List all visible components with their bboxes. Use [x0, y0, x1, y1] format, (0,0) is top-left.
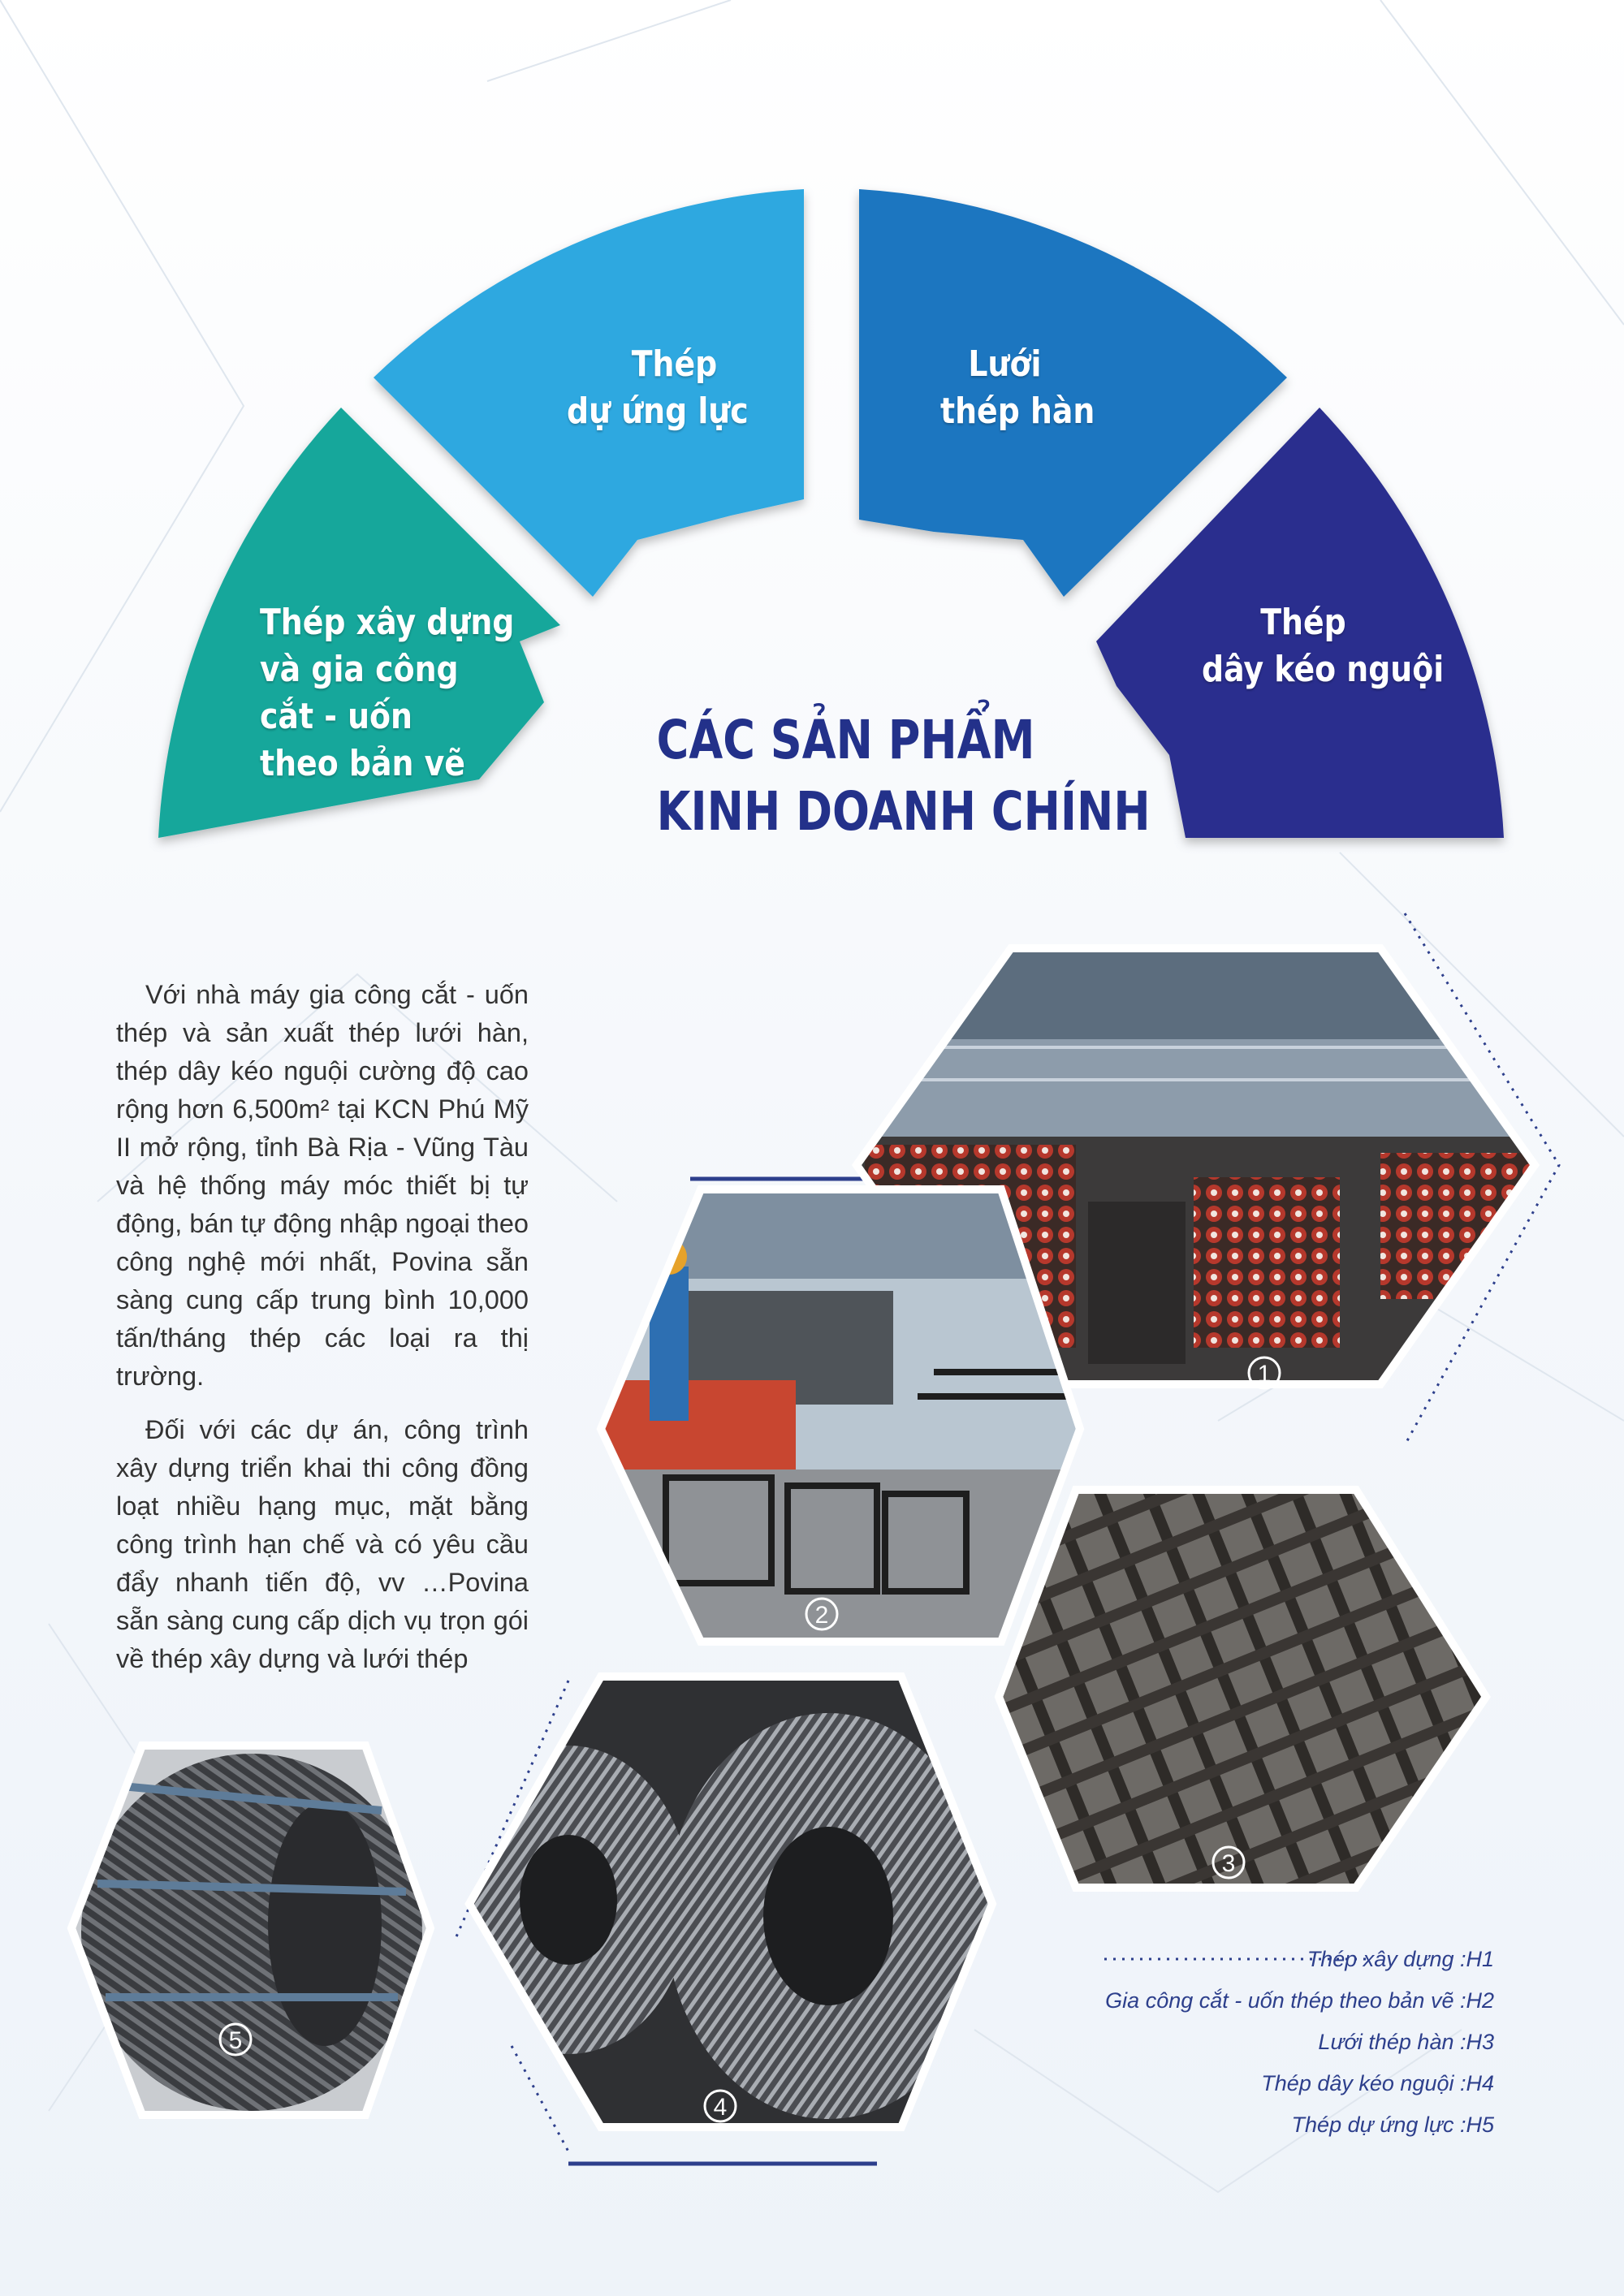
segment-line: theo bản vẽ: [260, 743, 465, 784]
badge-text: 4: [713, 2094, 728, 2121]
caption-h3: Lưới thép hàn :H3: [1318, 2030, 1494, 2054]
segment-line: Thép xây dựng: [260, 602, 515, 643]
photo-2-bending-machine: [585, 1181, 1096, 1652]
caption-h4: Thép dây kéo nguội :H4: [1261, 2071, 1494, 2095]
caption-h2: Gia công cắt - uốn thép theo bản vẽ :H2: [1105, 1988, 1494, 2013]
title-line-1: CÁC SẢN PHẨM: [656, 709, 1035, 771]
photo-3-welded-mesh: [991, 1482, 1494, 1896]
segment-line: Lưới: [968, 343, 1042, 385]
badge-text: 5: [228, 2027, 243, 2054]
badge-text: 2: [814, 1602, 829, 1629]
photo-5-strand-coil: [65, 1737, 438, 2123]
segment-label-construction-steel: [260, 599, 514, 788]
segment-line: dây kéo nguội: [1202, 649, 1445, 690]
badge-text: 1: [1257, 1361, 1272, 1388]
title-line-2: KINH DOANH CHÍNH: [656, 780, 1151, 843]
caption-h5: Thép dự ứng lực :H5: [1291, 2113, 1494, 2137]
segment-line: dự ứng lực: [567, 391, 749, 432]
paragraph-2: Đối với các dự án, công trình xây dựng triển khai thi công đồng loạt nhiều hạng mục, mặt bằng công trình hạn chế và có yêu cầu đẩy nhanh tiến độ, vv …Povina sẵn sàng cung cấp dịch vụ trọn gói về thép xây dựng và lưới thép: [116, 1415, 529, 1673]
segment-line: Thép: [1260, 602, 1346, 643]
segment-label-welded-mesh: [940, 341, 1095, 435]
segment-line: cắt - uốn: [260, 696, 412, 737]
page-title: [617, 705, 1151, 848]
caption-h1: Thép xây dựng :H1: [1307, 1947, 1494, 1971]
photo-4-wire-coils: [447, 1668, 999, 2135]
segment-line: và gia công: [260, 649, 459, 690]
segment-line: Thép: [631, 343, 718, 385]
segment-label-cold-drawn-wire: [1202, 599, 1444, 693]
segment-line: thép hàn: [940, 391, 1095, 432]
badge-text: 3: [1221, 1850, 1236, 1877]
segment-label-prestressed-steel: [567, 341, 749, 435]
paragraph-1: Với nhà máy gia công cắt - uốn thép và sản xuất thép lưới hàn, thép dây kéo nguội cường độ cao rộng hơn 6,500m² tại KCN Phú Mỹ II mở rộng, tỉnh Bà Rịa - Vũng Tàu và hệ thống máy móc thiết bị tự động, bán tự động nhập ngoại theo công nghệ mới nhất, Povina sẵn sàng cung cấp trung bình 10,000 tấn/tháng thép các loại ra thị trường.: [116, 980, 529, 1391]
